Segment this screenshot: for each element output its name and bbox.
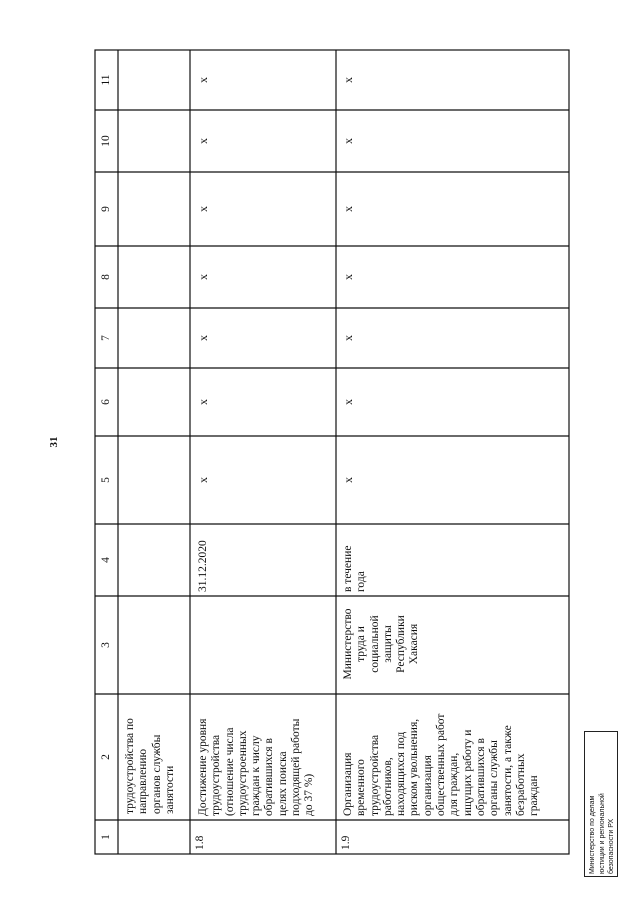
row1-name-line: (отношение числа <box>223 727 236 816</box>
row-1-9-mark-7: х <box>341 335 355 341</box>
row2-name-line: работников, <box>381 757 394 816</box>
row1-name-line: обратившихся в <box>263 738 276 816</box>
stamp-line: безопасности РХ <box>608 818 615 874</box>
row-1-8-mark-5: х <box>196 477 210 483</box>
row-1-9-mark-10: х <box>341 138 355 144</box>
row1-name-line: трудоустроенных <box>236 730 249 816</box>
row2-executor-line: Министерство <box>342 608 354 680</box>
row2-executor-line: социальной <box>368 615 381 673</box>
row2-name-line: риском увольнения, <box>408 718 421 816</box>
header-cell-2: 2 <box>100 754 112 760</box>
row2-name-line: трудоустройства <box>368 734 381 816</box>
row2-executor-line: Хакасия <box>408 623 421 665</box>
row0-name-line: органов службы <box>150 734 163 814</box>
row2-name-line: обратившихся в <box>474 738 487 816</box>
row2-executor-line: защиты <box>381 625 394 663</box>
row2-name-line: органы службы <box>488 740 501 816</box>
row-1-9-mark-8: х <box>341 274 355 280</box>
row1-name-line: целях поиска <box>276 751 289 816</box>
row0-name-line: трудоустройства по <box>124 718 136 814</box>
row-1-9-mark-9: х <box>341 206 355 212</box>
page-number: 31 <box>48 436 60 448</box>
header-cell-10: 10 <box>100 135 112 147</box>
header-cell-8: 8 <box>100 274 112 280</box>
row-1-9-mark-6: х <box>341 399 355 405</box>
row-1-9-number: 1.9 <box>340 835 352 850</box>
row-1-8-mark-11: х <box>196 77 210 83</box>
row2-term-line: в течение <box>342 545 354 592</box>
row-1-9-mark-11: х <box>341 77 355 83</box>
row2-name-line: организация <box>421 755 434 816</box>
row-1-9-term <box>336 524 569 596</box>
row1-name-line: Достижение уровня <box>197 718 209 816</box>
registration-stamp <box>584 731 618 877</box>
row2-term-line: года <box>355 571 368 592</box>
row2-name-line: ищущих работу и <box>461 729 474 816</box>
table-row-continuation-name <box>118 694 190 820</box>
row2-name-line: граждан <box>528 775 541 816</box>
header-cell-7: 7 <box>100 335 112 341</box>
header-cell-11: 11 <box>100 74 112 86</box>
row-1-9-mark-5: х <box>341 477 355 483</box>
row0-name-line: направлению <box>137 748 150 814</box>
header-cell-6: 6 <box>100 399 112 405</box>
row2-name-line: безработных <box>514 753 527 816</box>
row-1-9-name <box>336 694 569 820</box>
row1-name-line: подходящей работы <box>290 718 303 816</box>
row1-name-line: трудоустройства <box>210 734 223 816</box>
row0-name-line: занятости <box>163 765 176 814</box>
row-1-8-mark-9: х <box>196 206 210 212</box>
row-1-8-mark-6: х <box>196 399 210 405</box>
row-1-8-mark-8: х <box>196 274 210 280</box>
row2-executor-line: Республики <box>395 615 408 673</box>
row1-name-line: граждан к числу <box>250 735 263 816</box>
row-1-9-executor <box>336 596 569 694</box>
header-cell-1: 1 <box>100 834 112 840</box>
row-1-8-mark-7: х <box>196 335 210 341</box>
row2-name-line: временного <box>355 759 368 816</box>
header-cell-4: 4 <box>100 557 112 563</box>
row2-name-line: находящихся под <box>395 731 408 816</box>
row2-name-line: общественных работ <box>435 713 448 816</box>
stamp-line: юстиции и региональной <box>598 793 606 874</box>
header-cell-3: 3 <box>100 642 112 648</box>
row2-name-line: для граждан, <box>448 752 461 816</box>
row2-executor-line: труда и <box>355 626 368 662</box>
stamp-line: Министерство по делам <box>589 795 596 874</box>
row-1-8-number: 1.8 <box>194 835 206 850</box>
row-1-8-name <box>190 694 336 820</box>
header-cell-5: 5 <box>100 477 112 483</box>
row-1-8-mark-10: х <box>196 138 210 144</box>
row1-name-line: до 37 %) <box>303 773 316 816</box>
row2-name-line: Организация <box>342 752 354 816</box>
row-1-8-term: 31.12.2020 <box>197 540 209 592</box>
row2-name-line: занятости, а также <box>501 725 514 816</box>
header-cell-9: 9 <box>100 206 112 212</box>
